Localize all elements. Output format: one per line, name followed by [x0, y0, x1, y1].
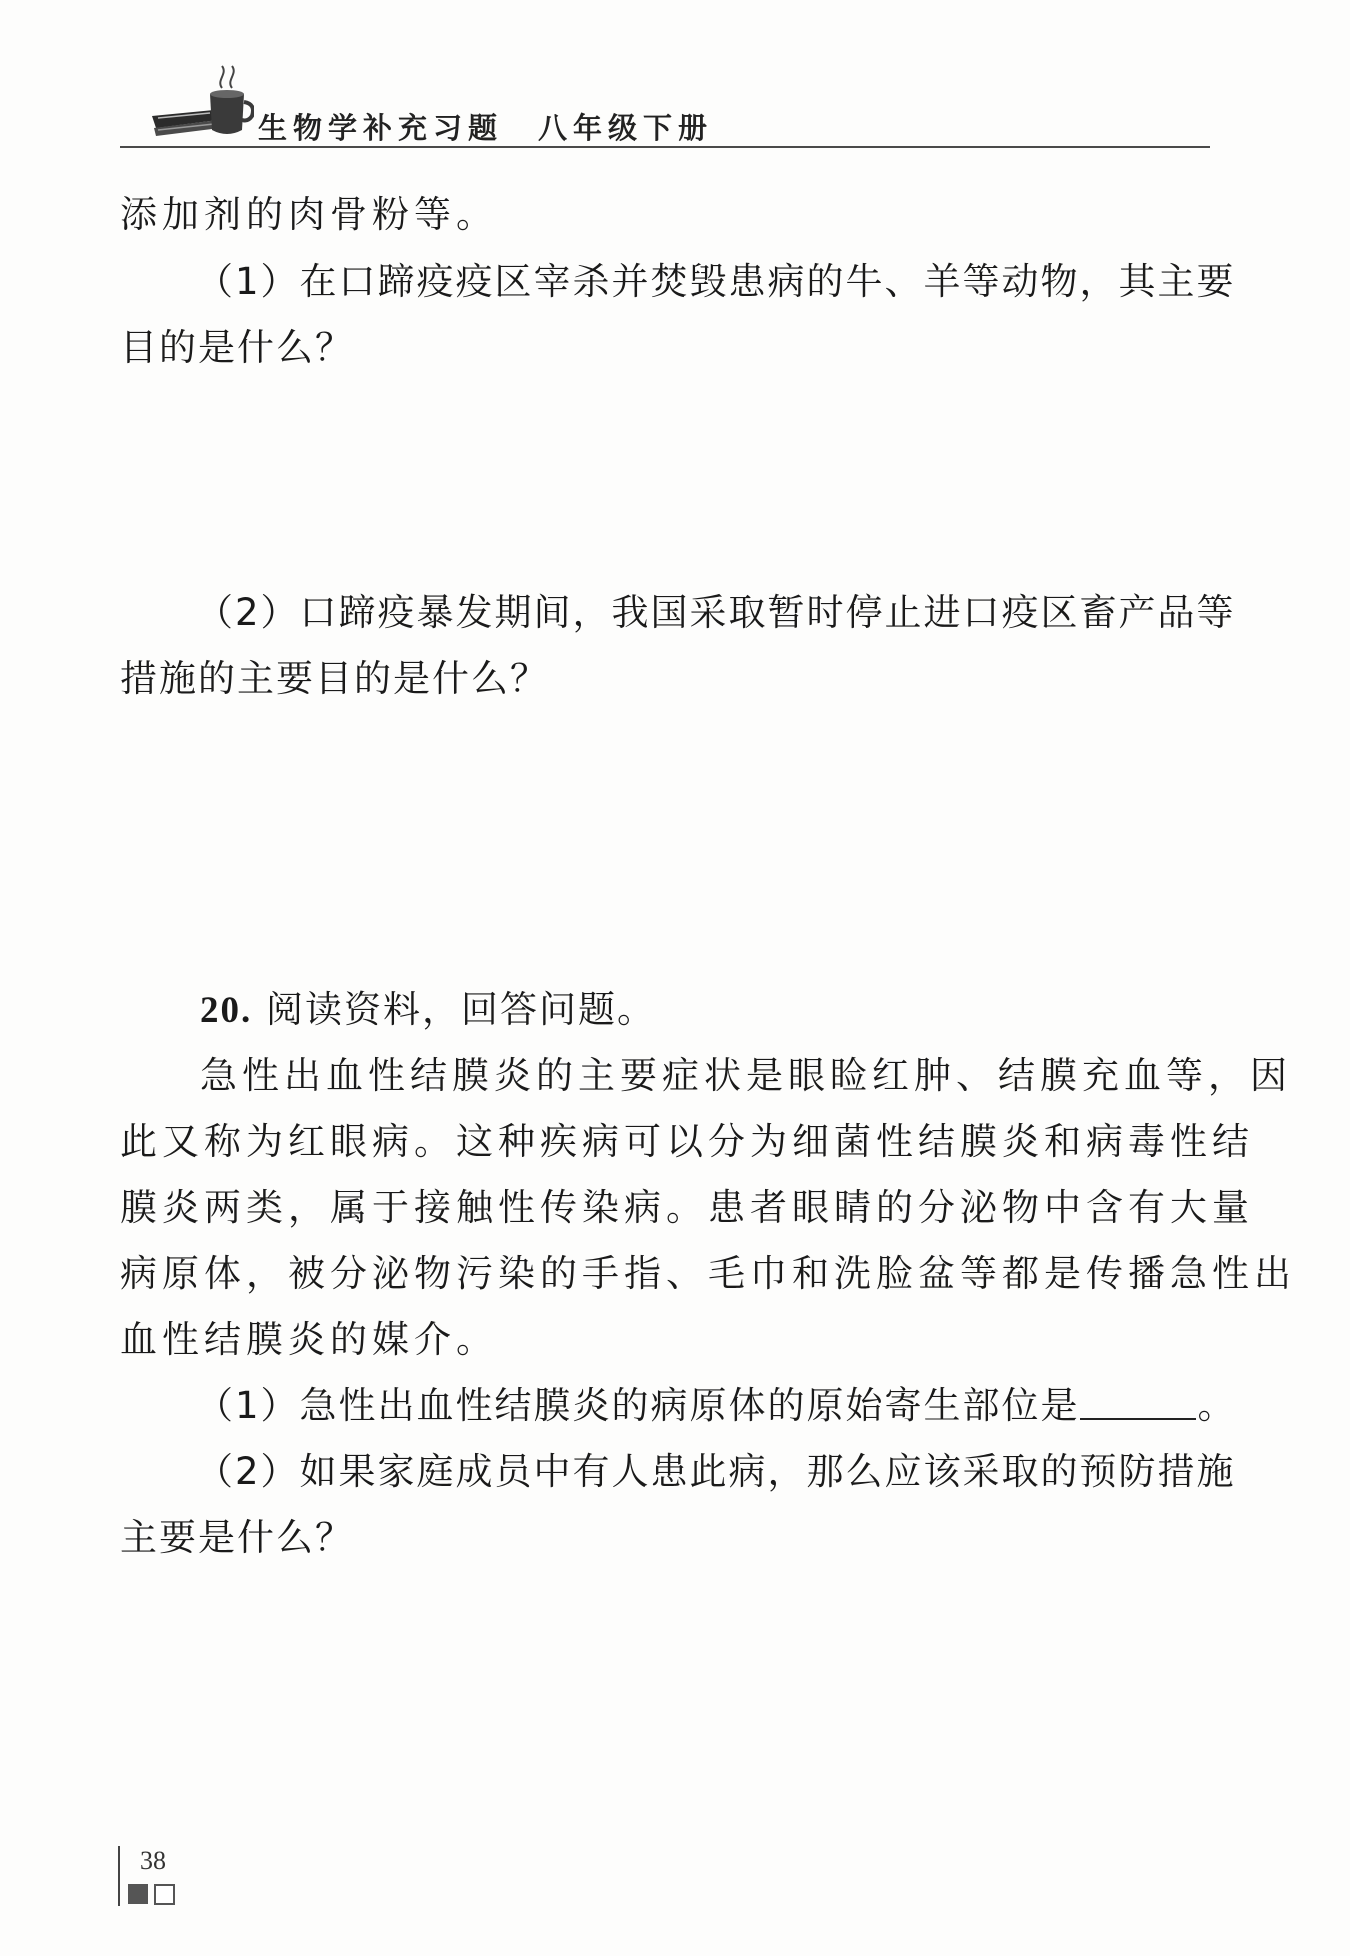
header-divider — [120, 146, 1210, 148]
passage-line: 膜炎两类，属于接触性传染病。患者眼睛的分泌物中含有大量 — [120, 1186, 1254, 1229]
footer-divider — [118, 1846, 120, 1906]
filled-square-icon — [128, 1884, 148, 1904]
answer-blank[interactable] — [1080, 1388, 1196, 1420]
header-title: 生物学补充习题 八年级下册 — [258, 111, 714, 145]
question-20-1-end: 。 — [1197, 1384, 1237, 1427]
question-20-2-line-1: （2）如果家庭成员中有人患此病，那么应该采取的预防措施 — [196, 1450, 1236, 1493]
page-header — [120, 58, 1210, 148]
passage-line: 血性结膜炎的媒介。 — [120, 1318, 498, 1361]
question-19-2-line-1: （2）口蹄疫暴发期间，我国采取暂时停止进口疫区畜产品等 — [196, 591, 1236, 634]
question-20-1 — [196, 1384, 1237, 1427]
books-and-coffee-cup-icon — [144, 58, 254, 143]
text-line: 添加剂的肉骨粉等。 — [120, 193, 498, 236]
question-19-1-line-2: 目的是什么？ — [120, 326, 354, 369]
question-20-2-line-2: 主要是什么？ — [120, 1516, 354, 1559]
question-number: 20. — [200, 990, 253, 1031]
passage-line: 此又称为红眼病。这种疾病可以分为细菌性结膜炎和病毒性结 — [120, 1120, 1254, 1163]
question-20-title: 阅读资料，回答问题。 — [266, 988, 657, 1031]
question-20-heading — [200, 988, 657, 1031]
page-number: 38 — [140, 1846, 166, 1875]
question-20-1-text: （1）急性出血性结膜炎的病原体的原始寄生部位是 — [196, 1384, 1080, 1427]
passage-line: 急性出血性结膜炎的主要症状是眼睑红肿、结膜充血等，因 — [200, 1054, 1292, 1097]
question-19-2-line-2: 措施的主要目的是什么？ — [120, 657, 549, 700]
passage-line: 病原体，被分泌物污染的手指、毛巾和洗脸盆等都是传播急性出 — [120, 1252, 1296, 1295]
empty-square-icon — [154, 1884, 175, 1905]
question-19-1-line-1: （1）在口蹄疫疫区宰杀并焚毁患病的牛、羊等动物，其主要 — [196, 260, 1236, 303]
